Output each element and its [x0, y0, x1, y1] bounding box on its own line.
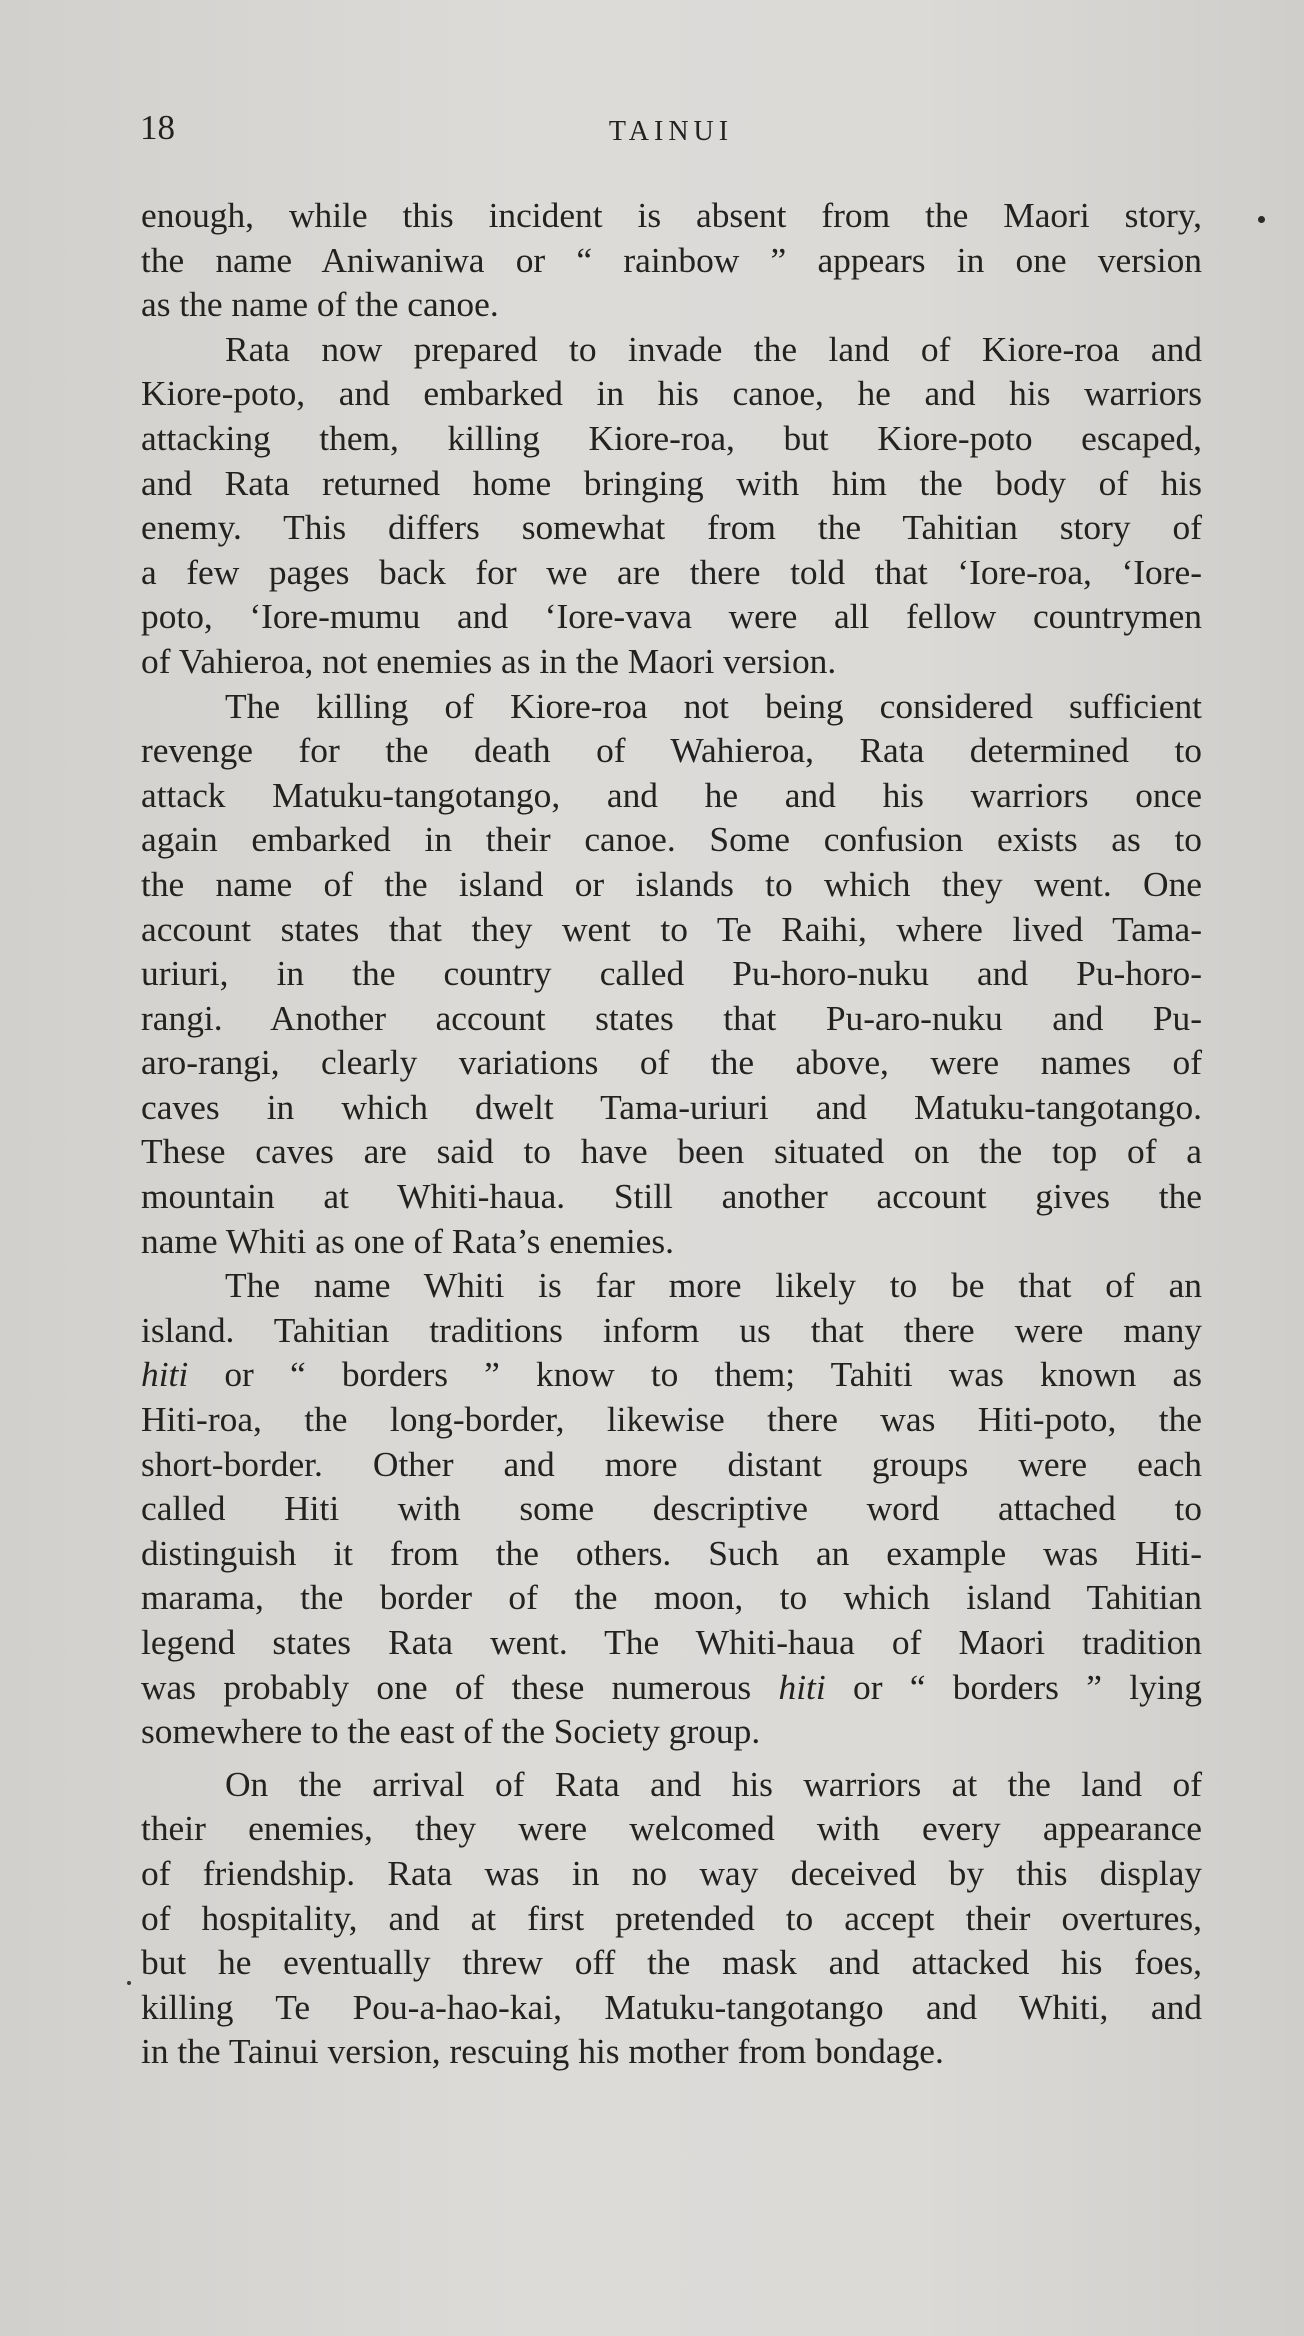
paragraph-gap: [141, 1754, 1202, 1762]
text-line: These caves are said to have been situated on the top of a: [141, 1131, 1202, 1172]
text-line: a few pages back for we are there told that ‘Iore-roa, ‘Iore-: [141, 551, 1202, 592]
text-line: of hospitality, and at first pretended to accept their overtures,: [141, 1897, 1202, 1938]
text-line: island. Tahitian traditions inform us that there were many: [141, 1309, 1202, 1350]
text-line: as the name of the canoe.: [141, 284, 499, 325]
text-line: rangi. Another account states that Pu-aro-nuku and Pu-: [141, 997, 1202, 1038]
text-line: Hiti-roa, the long-border, likewise there was Hiti-poto, the: [141, 1399, 1202, 1440]
page-number: 18: [140, 108, 175, 147]
text-line: mountain at Whiti-haua. Still another account gives the: [141, 1176, 1202, 1217]
text-line: uriuri, in the country called Pu-horo-nuku and Pu-horo-: [141, 953, 1202, 994]
text-line: the name of the island or islands to which they went. One: [141, 863, 1202, 904]
text-line: their enemies, they were welcomed with every appearance: [141, 1808, 1202, 1849]
text-line: short-border. Other and more distant groups were each: [141, 1443, 1202, 1484]
text-line: killing Te Pou-a-hao-kai, Matuku-tangotango and Whiti, and: [141, 1986, 1202, 2027]
text-line: Rata now prepared to invade the land of Kiore-roa and: [225, 328, 1202, 369]
text-line: in the Tainui version, rescuing his mother from bondage.: [141, 2031, 944, 2072]
text-line: was probably one of these numerous hiti or “ borders ” lying: [141, 1666, 1202, 1707]
paragraph: [141, 1263, 1202, 1754]
text-line: and Rata returned home bringing with him the body of his: [141, 462, 1202, 503]
text-line: revenge for the death of Wahieroa, Rata determined to: [141, 730, 1202, 771]
text-line: enemy. This differs somewhat from the Tahitian story of: [141, 507, 1202, 548]
italic-term: hiti: [778, 1666, 826, 1707]
paragraph: [141, 1762, 1202, 2074]
text-line: On the arrival of Rata and his warriors at the land of: [225, 1763, 1202, 1804]
running-head: TAINUI: [608, 116, 734, 147]
text-line: somewhere to the east of the Society group.: [141, 1711, 761, 1752]
text-line: Kiore-poto, and embarked in his canoe, he and his warriors: [141, 373, 1202, 414]
italic-term: hiti: [141, 1354, 189, 1395]
text-line: account states that they went to Te Raihi, where lived Tama-: [141, 908, 1202, 949]
paragraph: [141, 327, 1202, 684]
text-line: of friendship. Rata was in no way deceived by this display: [141, 1852, 1202, 1893]
text-line: hiti or “ borders ” know to them; Tahiti was known as: [141, 1354, 1202, 1395]
text-line: poto, ‘Iore-mumu and ‘Iore-vava were all fellow countrymen: [141, 596, 1202, 637]
margin-mark: [1258, 216, 1265, 223]
text-line: distinguish it from the others. Such an example was Hiti-: [141, 1532, 1202, 1573]
text-line: enough, while this incident is absent from the Maori story,: [141, 195, 1202, 235]
text-line: attack Matuku-tangotango, and he and his warriors once: [141, 774, 1202, 815]
body-text: [141, 193, 1202, 2074]
text-line: of Vahieroa, not enemies as in the Maori version.: [141, 640, 837, 681]
text-line: the name Aniwaniwa or “ rainbow ” appears in one version: [141, 239, 1202, 280]
text-line: called Hiti with some descriptive word attached to: [141, 1488, 1202, 1529]
text-line: legend states Rata went. The Whiti-haua of Maori tradition: [141, 1622, 1202, 1662]
page-header: [140, 108, 1202, 158]
text-line: again embarked in their canoe. Some confusion exists as to: [141, 819, 1202, 860]
paragraph: [141, 684, 1202, 1264]
text-line: The name Whiti is far more likely to be that of an: [225, 1265, 1202, 1306]
text-line: marama, the border of the moon, to which island Tahitian: [141, 1577, 1202, 1618]
text-line: name Whiti as one of Rata’s enemies.: [141, 1220, 675, 1261]
text-line: aro-rangi, clearly variations of the above, were names of: [141, 1042, 1202, 1083]
margin-speck: [127, 1981, 131, 1985]
paragraph: [141, 193, 1202, 327]
text-line: The killing of Kiore-roa not being considered sufficient: [225, 685, 1202, 726]
text-line: attacking them, killing Kiore-roa, but Kiore-poto escaped,: [141, 417, 1202, 458]
text-line: but he eventually threw off the mask and attacked his foes,: [141, 1942, 1202, 1983]
text-line: caves in which dwelt Tama-uriuri and Matuku-tangotango.: [141, 1086, 1202, 1127]
